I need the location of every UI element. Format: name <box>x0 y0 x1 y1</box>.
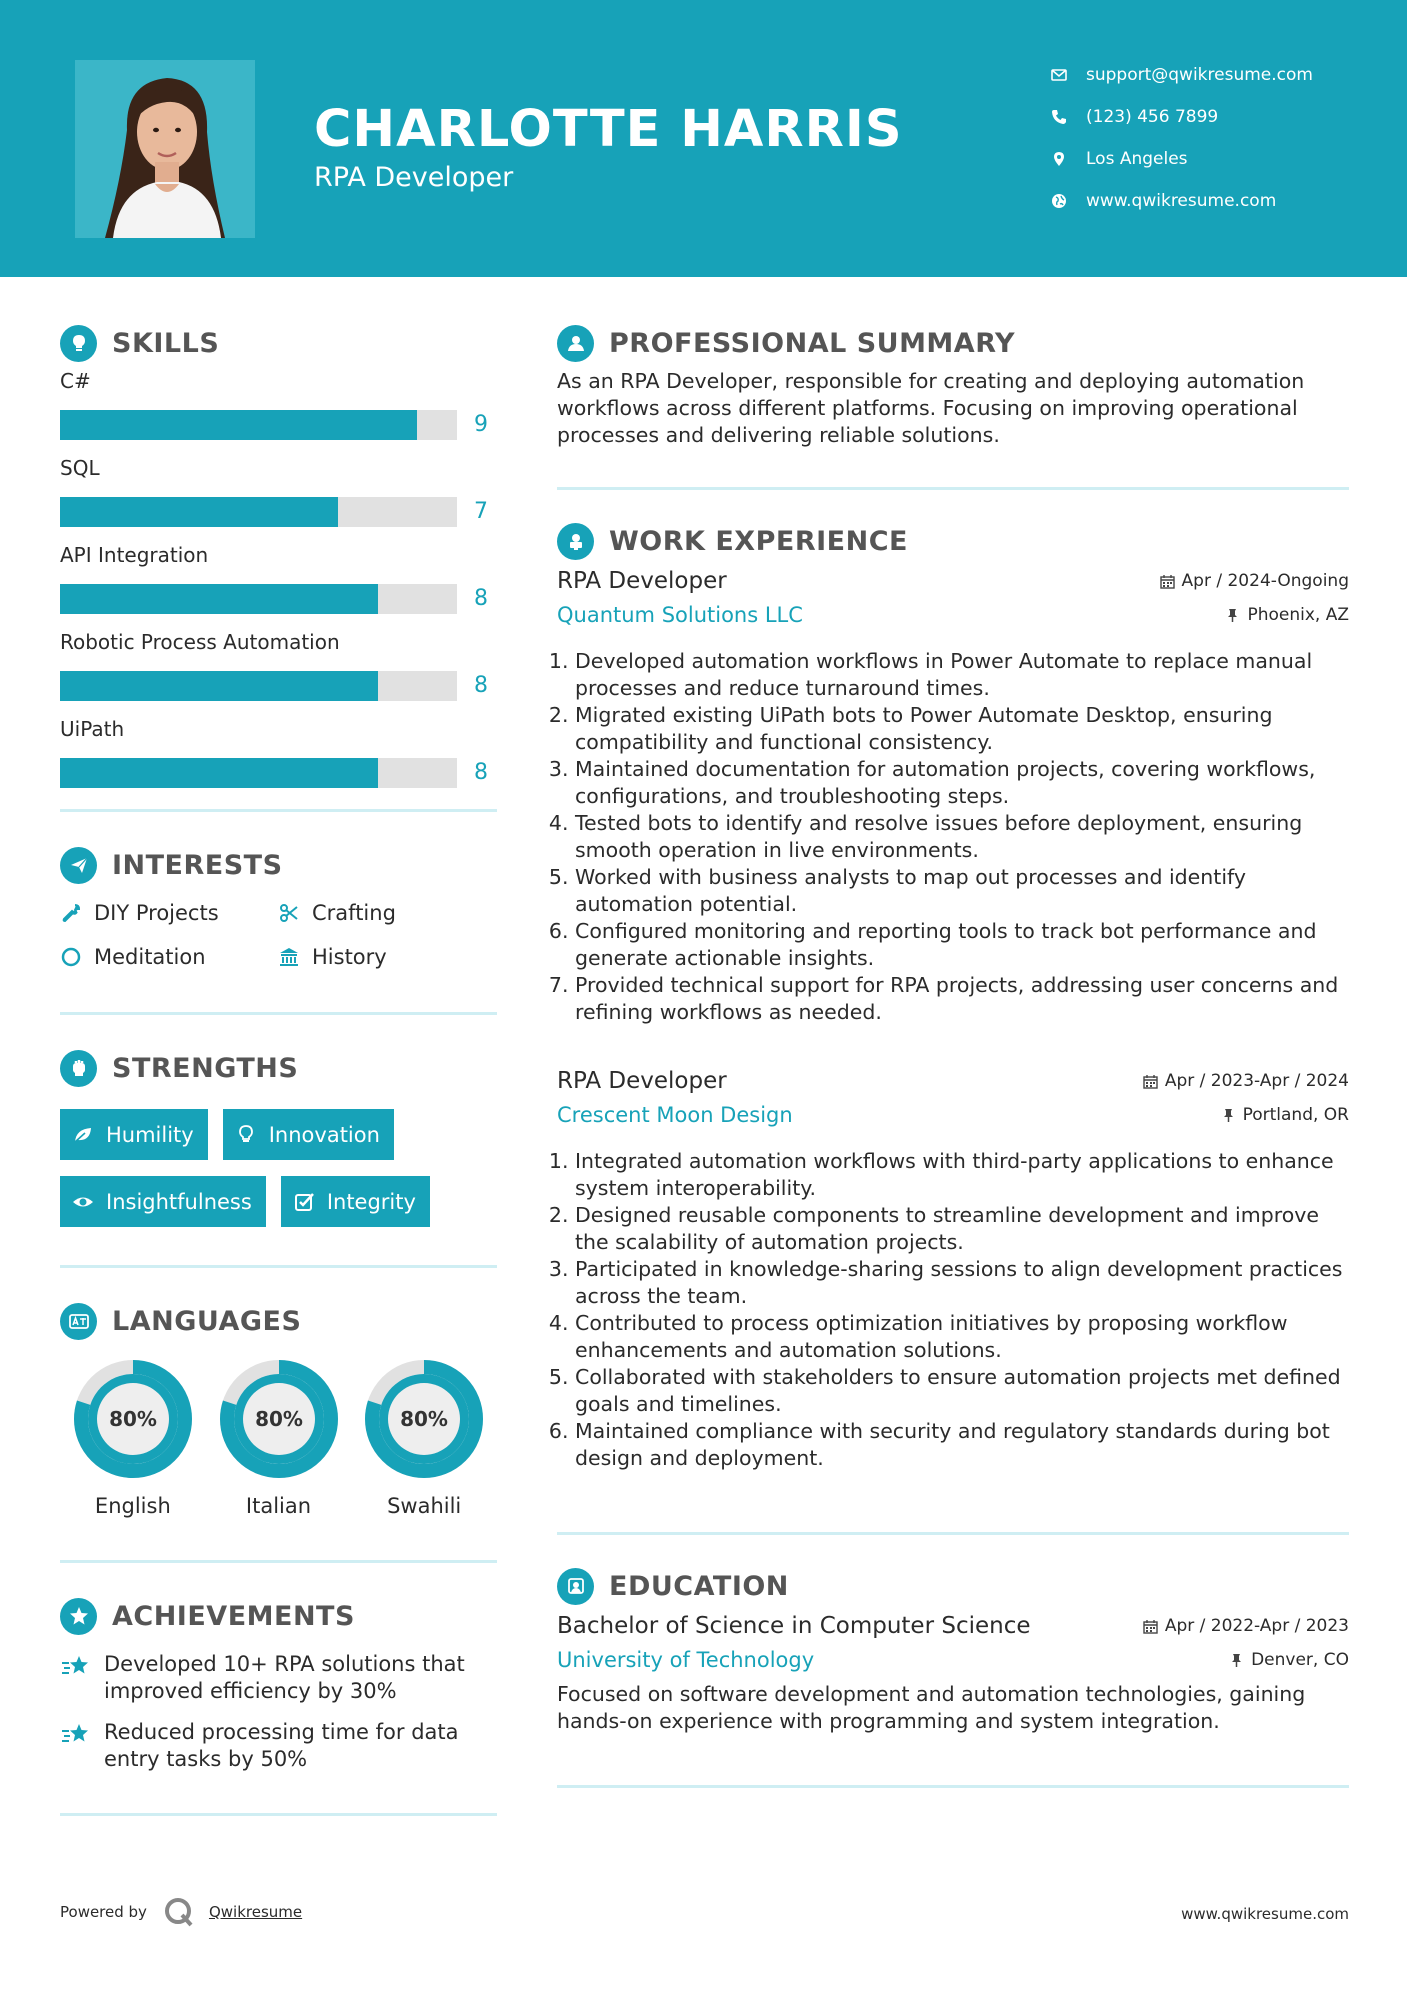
section-divider <box>60 809 497 812</box>
section-divider <box>557 487 1349 490</box>
pushpin-icon <box>1221 1108 1236 1123</box>
job-duty: 1. Developed automation workflows in Power Automate to replace manual processes and reduce turnaround times. <box>575 648 1349 702</box>
phone-icon <box>1050 108 1068 126</box>
language-percent: 80% <box>254 1407 303 1431</box>
skill-bar-fill <box>60 410 417 440</box>
left-column <box>60 320 497 1816</box>
job-header <box>557 1064 1349 1098</box>
contact-list <box>1050 54 1313 222</box>
job-duty: 6. Configured monitoring and reporting tools to track bot performance and generate actionable insights. <box>575 918 1349 972</box>
skill-item <box>60 366 497 453</box>
skill-value: 7 <box>474 499 488 524</box>
job-duty: 4. Contributed to process optimization initiatives by proposing workflow enhancements and automation solutions. <box>575 1310 1349 1364</box>
candidate-role: RPA Developer <box>314 162 514 193</box>
qwikresume-link[interactable]: Qwikresume <box>208 1903 303 1921</box>
map-pin-icon <box>1050 150 1068 168</box>
strength-label: Humility <box>106 1122 194 1147</box>
skill-bar-row <box>60 657 497 714</box>
education-location-text: Denver, CO <box>1251 1650 1349 1670</box>
skill-name: C# <box>60 369 91 393</box>
job-duties-list <box>557 1148 1349 1472</box>
education-header-row <box>557 1609 1349 1643</box>
shooting-star-icon <box>60 1721 92 1749</box>
achievement-text: Reduced processing time for data entry tasks by 50% <box>104 1720 459 1771</box>
skill-name: API Integration <box>60 543 209 567</box>
strength-chip <box>281 1176 430 1227</box>
skills-list <box>60 366 497 801</box>
calendar-icon <box>1143 1074 1158 1089</box>
strength-label: Insightfulness <box>106 1189 252 1214</box>
language-name: English <box>94 1494 171 1518</box>
circle-icon <box>60 946 82 968</box>
job-company: Quantum Solutions LLC <box>557 603 803 627</box>
contact-website-text: www.qwikresume.com <box>1086 191 1277 211</box>
job-duty: 6. Maintained compliance with security and regulatory standards during bot design and deployment. <box>575 1418 1349 1472</box>
powered-by-text: Powered by <box>60 1903 147 1921</box>
interests-header <box>60 842 497 888</box>
skills-title: SKILLS <box>112 327 220 359</box>
skill-bar-fill <box>60 671 378 701</box>
section-divider <box>557 1532 1349 1535</box>
skill-item <box>60 714 497 801</box>
job-duty: 2. Migrated existing UiPath bots to Power Automate Desktop, ensuring compatibility and functional consistency. <box>575 702 1349 756</box>
language-percent: 80% <box>108 1407 157 1431</box>
profile-photo <box>75 60 255 238</box>
skill-bar-row <box>60 396 497 453</box>
language-item <box>60 1358 206 1518</box>
interest-label: Meditation <box>94 945 206 969</box>
job-location <box>1221 1105 1349 1125</box>
briefcase-icon <box>557 523 594 560</box>
language-icon <box>60 1303 97 1340</box>
qwikresume-logo-icon <box>163 1896 195 1928</box>
achievement-item <box>60 1651 497 1705</box>
section-divider <box>60 1265 497 1268</box>
summary-text: As an RPA Developer, responsible for creating and deploying automation workflows across different platforms. Focusing on improving operational processes and delivering reliable solutions. <box>557 369 1305 447</box>
skills-section <box>60 320 497 801</box>
achievements-header <box>60 1593 497 1639</box>
star-icon <box>60 1598 97 1635</box>
strength-chip <box>60 1109 208 1160</box>
interest-label: History <box>312 945 387 969</box>
achievement-item <box>60 1719 497 1773</box>
education-section <box>557 1563 1349 1735</box>
skill-bar-row <box>60 744 497 801</box>
contact-email-text: support@qwikresume.com <box>1086 65 1313 85</box>
section-divider <box>60 1813 497 1816</box>
skill-bar-track <box>60 758 457 788</box>
education-degree: Bachelor of Science in Computer Science <box>557 1613 1031 1639</box>
museum-icon <box>278 946 300 968</box>
section-divider <box>60 1560 497 1563</box>
strengths-list <box>60 1109 497 1227</box>
summary-section <box>557 320 1349 449</box>
skill-name: SQL <box>60 456 100 480</box>
contact-location-text: Los Angeles <box>1086 149 1188 169</box>
interest-label: DIY Projects <box>94 901 219 925</box>
contact-location <box>1050 138 1313 180</box>
checkbox-icon <box>293 1191 315 1213</box>
experience-section <box>557 518 1349 1472</box>
section-divider <box>557 1785 1349 1788</box>
job-duty: 3. Maintained documentation for automation projects, covering workflows, configurations, and troubleshooting steps. <box>575 756 1349 810</box>
resume-header <box>0 0 1407 277</box>
job-dates <box>1160 571 1349 591</box>
education-dates-text: Apr / 2022-Apr / 2023 <box>1164 1616 1349 1636</box>
education-text: Focused on software development and automation technologies, gaining hands-on experience with programming and system integration. <box>557 1682 1306 1733</box>
interests-title: INTERESTS <box>112 849 283 881</box>
skill-bar-row <box>60 570 497 627</box>
education-location <box>1229 1650 1349 1670</box>
paper-plane-icon <box>60 847 97 884</box>
interest-item <box>60 898 278 928</box>
language-ring <box>72 1358 194 1480</box>
skill-bar-track <box>60 584 457 614</box>
footer-website[interactable]: www.qwikresume.com <box>1181 1905 1349 1923</box>
leaf-icon <box>72 1124 94 1146</box>
interest-item <box>60 942 278 972</box>
language-item <box>351 1358 497 1518</box>
skill-value: 8 <box>474 760 488 785</box>
job-duty: 3. Participated in knowledge-sharing sessions to align development practices across the team. <box>575 1256 1349 1310</box>
languages-section <box>60 1298 497 1518</box>
interests-list <box>60 898 497 972</box>
language-percent: 80% <box>400 1407 449 1431</box>
globe-icon <box>1050 192 1068 210</box>
job-company: Crescent Moon Design <box>557 1103 793 1127</box>
experience-header <box>557 518 1349 564</box>
section-divider <box>60 1012 497 1015</box>
summary-header <box>557 320 1349 366</box>
languages-header <box>60 1298 497 1344</box>
language-name: Italian <box>245 1494 312 1518</box>
skill-value: 8 <box>474 673 488 698</box>
job-duty: 5. Worked with business analysts to map out processes and identify automation potential. <box>575 864 1349 918</box>
education-dates <box>1143 1616 1349 1636</box>
candidate-name: CHARLOTTE HARRIS <box>314 100 903 159</box>
job-title: RPA Developer <box>557 1068 727 1094</box>
language-name: Swahili <box>387 1494 462 1518</box>
job-duty: 2. Designed reusable components to streamline development and improve the scalability of automation projects. <box>575 1202 1349 1256</box>
job-location <box>1225 605 1349 625</box>
achievements-section <box>60 1593 497 1773</box>
strength-label: Innovation <box>268 1122 380 1147</box>
skill-bar-fill <box>60 497 338 527</box>
education-school: University of Technology <box>557 1648 815 1672</box>
job-dates <box>1143 1071 1349 1091</box>
job-entry <box>557 1064 1349 1472</box>
envelope-icon <box>1050 66 1068 84</box>
interest-item <box>278 898 478 928</box>
contact-phone[interactable] <box>1050 96 1313 138</box>
job-subheader <box>557 598 1349 632</box>
calendar-icon <box>1143 1619 1158 1634</box>
job-title: RPA Developer <box>557 568 727 594</box>
right-column <box>557 320 1349 1788</box>
job-location-text: Portland, OR <box>1242 1105 1349 1125</box>
strengths-section <box>60 1045 497 1227</box>
eye-icon <box>72 1191 94 1213</box>
languages-list <box>60 1358 497 1518</box>
strength-chip <box>223 1109 394 1160</box>
job-duty: 5. Collaborated with stakeholders to ensure automation projects met defined goals and timelines. <box>575 1364 1349 1418</box>
skill-name: Robotic Process Automation <box>60 630 340 654</box>
language-item <box>206 1358 352 1518</box>
skill-item <box>60 627 497 714</box>
contact-email[interactable] <box>1050 54 1313 96</box>
job-dates-text: Apr / 2024-Ongoing <box>1181 571 1349 591</box>
skills-header <box>60 320 497 366</box>
pushpin-icon <box>1225 608 1240 623</box>
skill-bar-fill <box>60 584 378 614</box>
skill-item <box>60 453 497 540</box>
summary-title: PROFESSIONAL SUMMARY <box>609 327 1016 359</box>
achievements-title: ACHIEVEMENTS <box>112 1600 355 1632</box>
skill-value: 9 <box>474 412 488 437</box>
interest-item <box>278 942 478 972</box>
skill-item <box>60 540 497 627</box>
experience-title: WORK EXPERIENCE <box>609 525 908 557</box>
footer-powered-by <box>60 1896 302 1928</box>
skill-bar-track <box>60 671 457 701</box>
interests-section <box>60 842 497 972</box>
language-ring <box>363 1358 485 1480</box>
contact-phone-text: (123) 456 7899 <box>1086 107 1219 127</box>
skill-bar-track <box>60 410 457 440</box>
pushpin-icon <box>1229 1653 1244 1668</box>
strengths-header <box>60 1045 497 1091</box>
contact-website[interactable] <box>1050 180 1313 222</box>
scissors-icon <box>278 902 300 924</box>
skill-bar-track <box>60 497 457 527</box>
wrench-icon <box>60 902 82 924</box>
language-ring <box>218 1358 340 1480</box>
education-title: EDUCATION <box>609 1570 789 1602</box>
skill-bar-fill <box>60 758 378 788</box>
education-subheader <box>557 1643 1349 1677</box>
job-entry <box>557 564 1349 1026</box>
job-header <box>557 564 1349 598</box>
achievement-text: Developed 10+ RPA solutions that improved efficiency by 30% <box>104 1652 465 1703</box>
languages-title: LANGUAGES <box>112 1305 302 1337</box>
calendar-icon <box>1160 574 1175 589</box>
lightbulb-icon <box>235 1124 257 1146</box>
job-duties-list <box>557 648 1349 1026</box>
fist-icon <box>60 1050 97 1087</box>
user-icon <box>557 325 594 362</box>
job-subheader <box>557 1098 1349 1132</box>
shooting-star-icon <box>60 1653 92 1681</box>
graduate-icon <box>557 1568 594 1605</box>
lightbulb-icon <box>60 325 97 362</box>
job-location-text: Phoenix, AZ <box>1247 605 1349 625</box>
skill-name: UiPath <box>60 717 125 741</box>
interest-label: Crafting <box>312 901 396 925</box>
job-duty: 4. Tested bots to identify and resolve issues before deployment, ensuring smooth operation in live environments. <box>575 810 1349 864</box>
strength-chip <box>60 1176 266 1227</box>
skill-value: 8 <box>474 586 488 611</box>
job-duty: 1. Integrated automation workflows with third-party applications to enhance system interoperability. <box>575 1148 1349 1202</box>
skill-bar-row <box>60 483 497 540</box>
strength-label: Integrity <box>326 1189 416 1214</box>
strengths-title: STRENGTHS <box>112 1052 299 1084</box>
education-header <box>557 1563 1349 1609</box>
job-duty: 7. Provided technical support for RPA projects, addressing user concerns and refining workflows as needed. <box>575 972 1349 1026</box>
job-dates-text: Apr / 2023-Apr / 2024 <box>1164 1071 1349 1091</box>
